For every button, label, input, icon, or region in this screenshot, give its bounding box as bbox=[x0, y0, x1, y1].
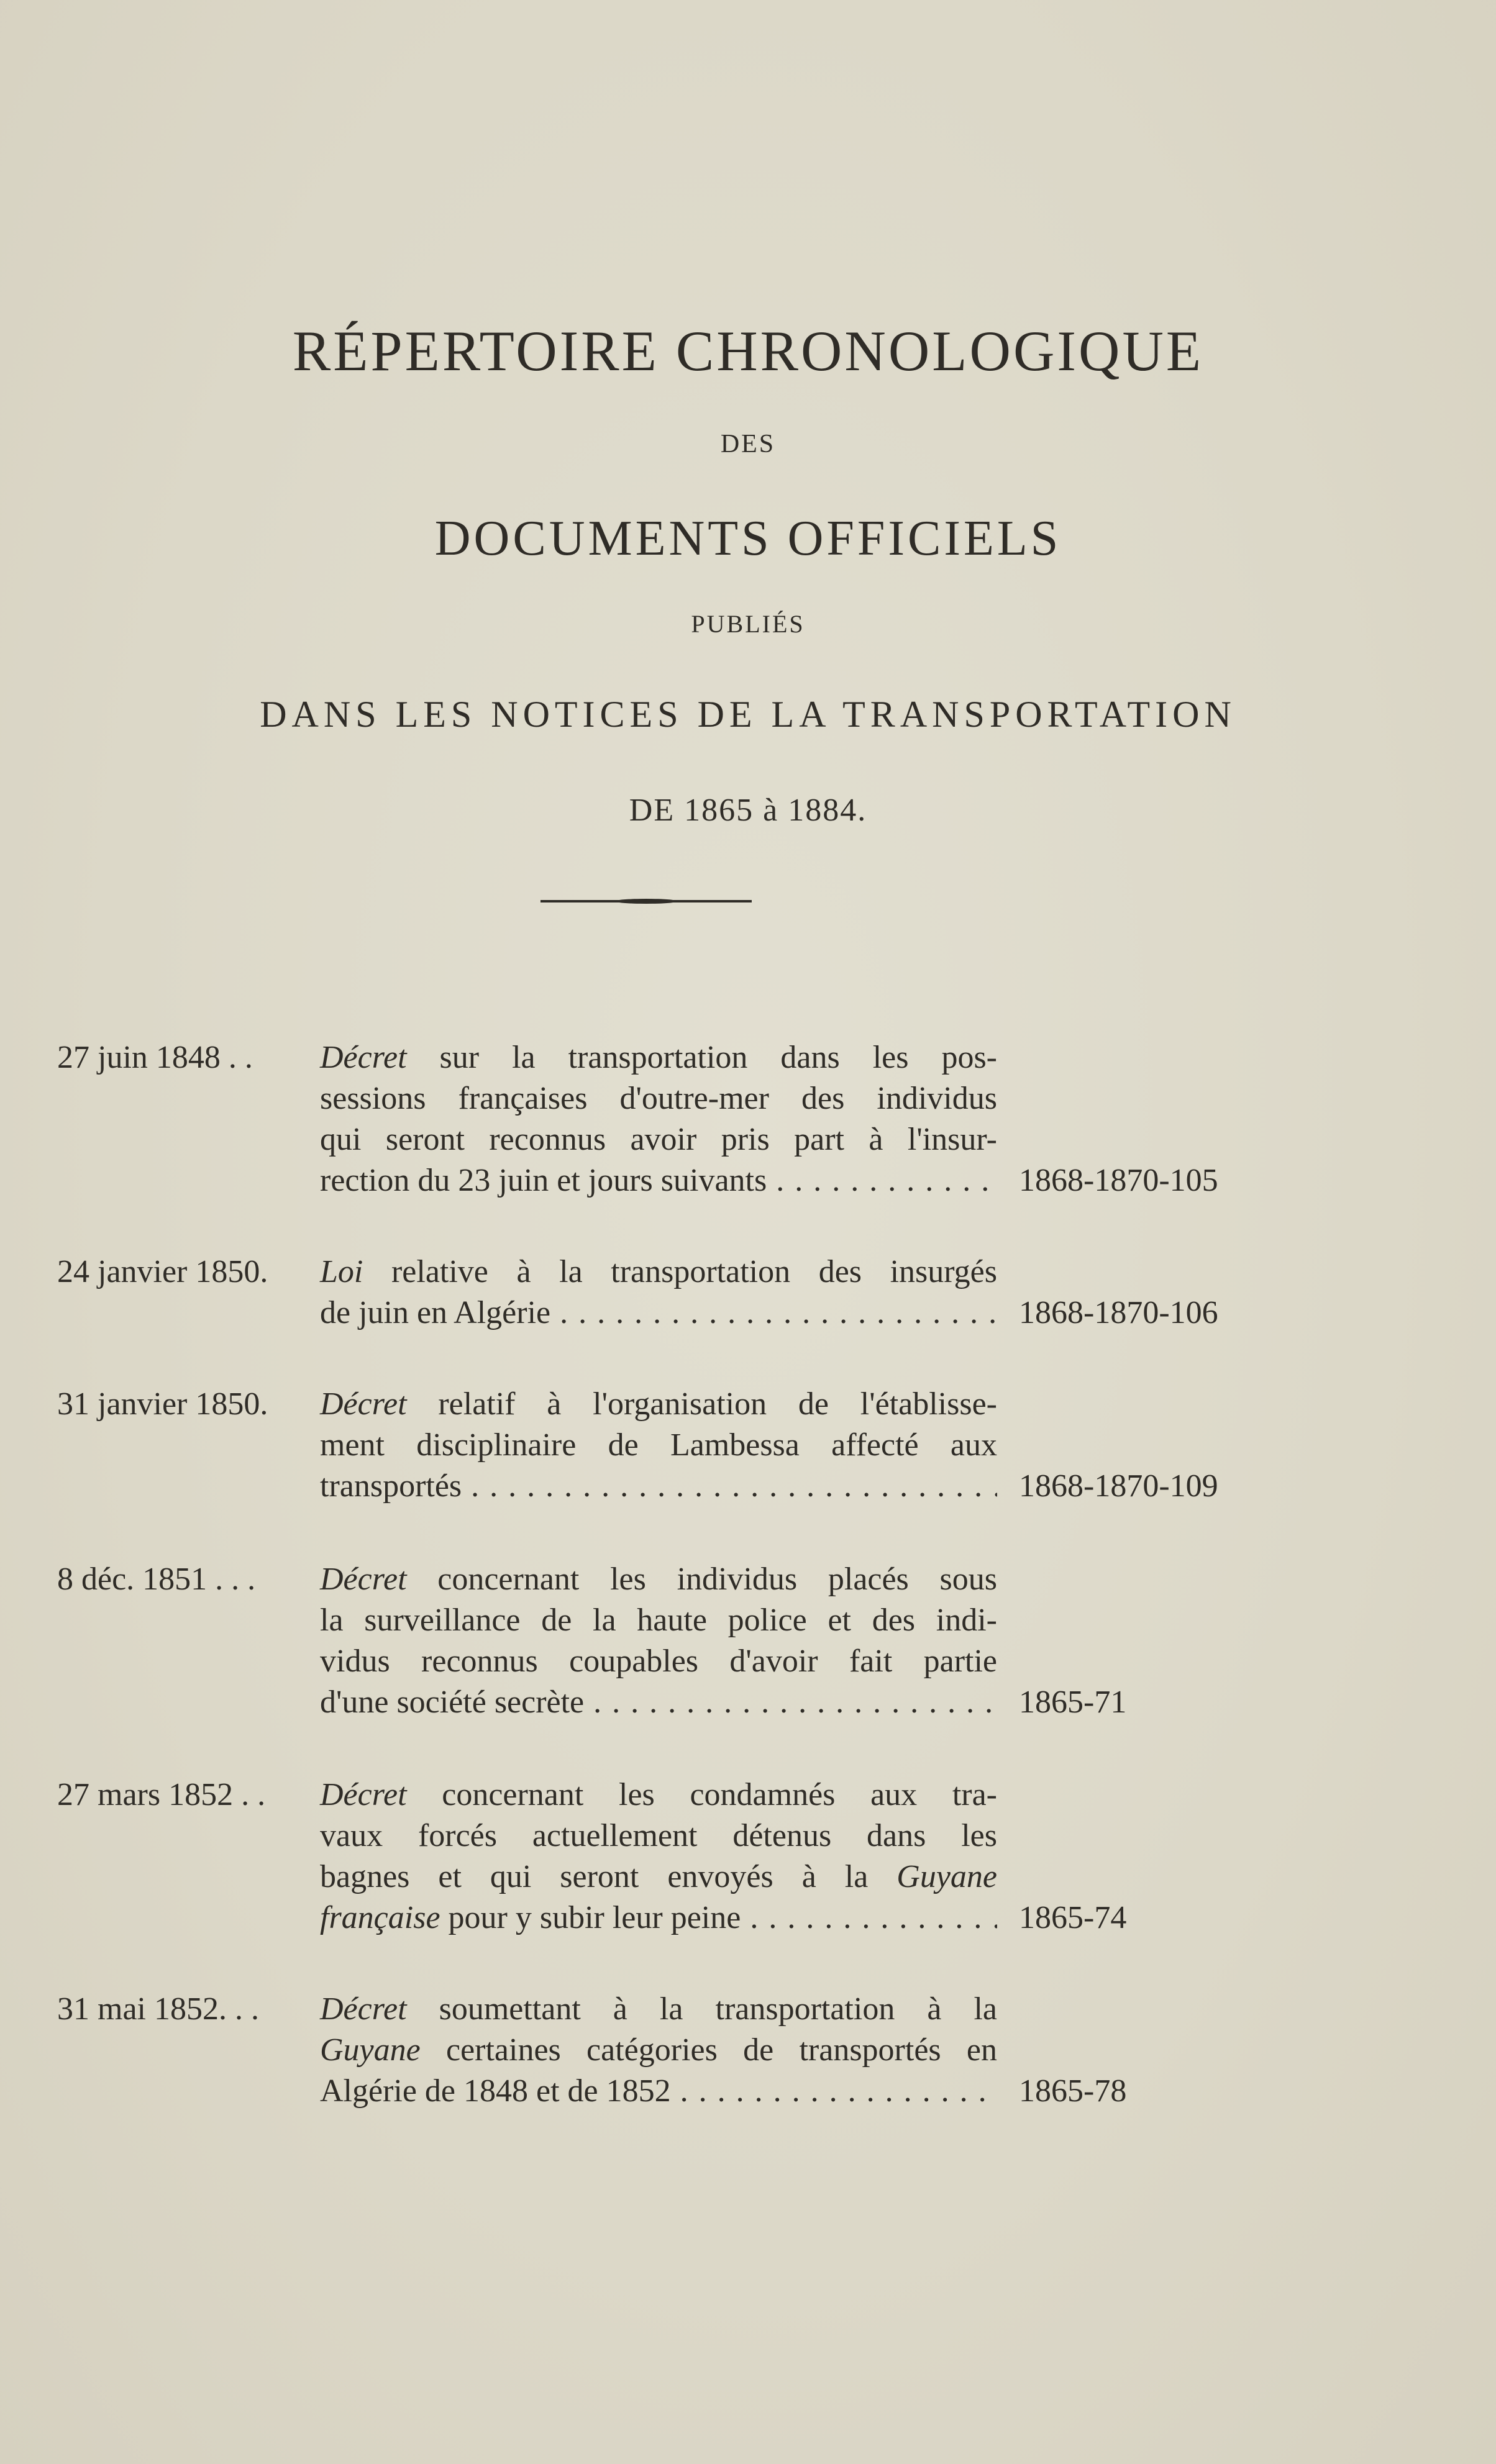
place-guyane: Guyane bbox=[896, 1859, 997, 1894]
entry-ref: 1868-1870-105 bbox=[1019, 1163, 1218, 1198]
entry-line: Algérie de 1848 et de 1852 . . . bbox=[320, 2071, 997, 2112]
entry-date: 27 juin 1848 . . bbox=[57, 1040, 253, 1075]
entry-line: d'une société secrète . . . bbox=[320, 1682, 997, 1723]
entry-kind: Décret bbox=[320, 1777, 407, 1812]
entry-ref: 1865-71 bbox=[1019, 1684, 1127, 1720]
entry-line: sessions françaises d'outre-mer des individus bbox=[320, 1081, 997, 1116]
entry-line: Décret concernant les individus placés sous bbox=[320, 1562, 997, 1597]
entry-line: Décret relatif à l'organisation de l'établisse- bbox=[320, 1386, 997, 1422]
entry-text bbox=[320, 1559, 997, 1723]
entry-ref: 1865-74 bbox=[1019, 1900, 1127, 1935]
entry-line: de juin en Algérie . . . bbox=[320, 1293, 997, 1334]
entry-line: vidus reconnus coupables d'avoir fait partie bbox=[320, 1643, 997, 1679]
entry-line: ment disciplinaire de Lambessa affecté aux bbox=[320, 1427, 997, 1463]
entry-date: 27 mars 1852 . . bbox=[57, 1777, 266, 1812]
entry-line: bagnes et qui seront envoyés à la Guyane bbox=[320, 1859, 997, 1894]
divider-rule bbox=[540, 900, 752, 902]
entry-date: 31 mai 1852. . . bbox=[57, 1991, 259, 2027]
entry-ref: 1865-78 bbox=[1019, 2073, 1127, 2109]
entry-date: 24 janvier 1850. bbox=[57, 1254, 268, 1289]
entry-line: Décret soumettant à la transportation à la bbox=[320, 1991, 997, 2027]
entry-line: Loi relative à la transportation des insurgés bbox=[320, 1254, 997, 1289]
subtitle: DOCUMENTS OFFICIELS bbox=[434, 511, 1062, 566]
entry-text bbox=[320, 1037, 997, 1201]
entry-text bbox=[320, 1775, 997, 1939]
place-francaise: française bbox=[320, 1900, 440, 1935]
entry-line: Décret sur la transportation dans les pos- bbox=[320, 1040, 997, 1075]
entry-line: Guyane certaines catégories de transportés en bbox=[320, 2032, 997, 2068]
entry-line: Décret concernant les condamnés aux tra- bbox=[320, 1777, 997, 1812]
entry-line: la surveillance de la haute police et des indi- bbox=[320, 1603, 997, 1638]
title-des: DES bbox=[720, 430, 776, 458]
entry-line: rection du 23 juin et jours suivants . . . bbox=[320, 1160, 997, 1201]
entry-kind: Décret bbox=[320, 1040, 407, 1075]
title-years: DE 1865 à 1884. bbox=[629, 793, 867, 828]
entry-kind: Décret bbox=[320, 1386, 407, 1422]
entry-date: 8 déc. 1851 . . . bbox=[57, 1562, 256, 1597]
entry-kind: Décret bbox=[320, 1991, 407, 2027]
entry-line: qui seront reconnus avoir pris part à l'insur- bbox=[320, 1122, 997, 1157]
entry-text bbox=[320, 1384, 997, 1507]
title-notices: DANS LES NOTICES DE LA TRANSPORTATION bbox=[260, 694, 1236, 735]
entry-line: transportés . . . bbox=[320, 1466, 997, 1507]
place-guyane: Guyane bbox=[320, 2032, 421, 2068]
entry-kind: Décret bbox=[320, 1562, 407, 1597]
title-publies: PUBLIÉS bbox=[691, 610, 805, 638]
entry-ref: 1868-1870-109 bbox=[1019, 1468, 1218, 1504]
entry-ref: 1868-1870-106 bbox=[1019, 1295, 1218, 1330]
entry-line: vaux forcés actuellement détenus dans les bbox=[320, 1818, 997, 1853]
entry-kind: Loi bbox=[320, 1254, 363, 1289]
entry-line: française pour y subir leur peine . . . bbox=[320, 1898, 997, 1939]
entry-text bbox=[320, 1252, 997, 1334]
entry-date: 31 janvier 1850. bbox=[57, 1386, 268, 1422]
page-title: RÉPERTOIRE CHRONOLOGIQUE bbox=[292, 319, 1204, 383]
entry-text bbox=[320, 1989, 997, 2112]
